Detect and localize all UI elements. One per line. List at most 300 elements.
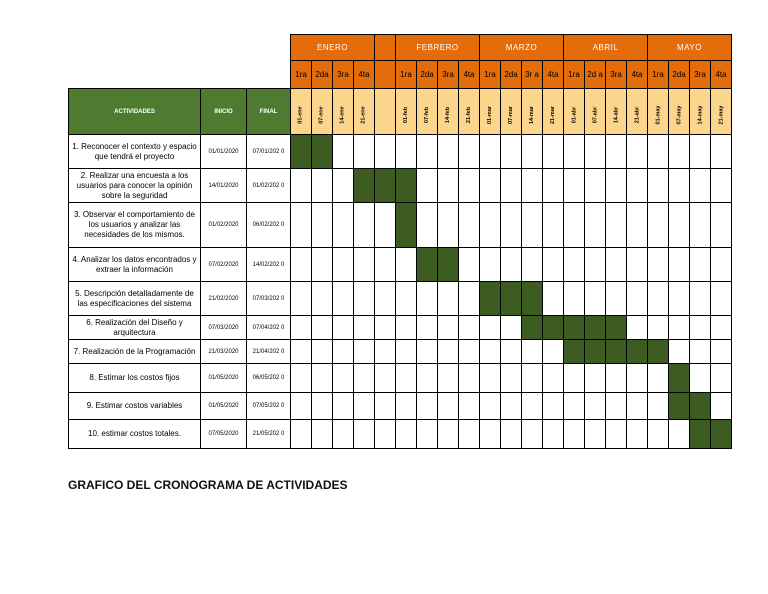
gantt-cell: [543, 420, 564, 449]
gantt-cell: [480, 393, 501, 420]
gantt-cell: [417, 393, 438, 420]
task-start: 14/01/2020: [201, 169, 247, 203]
date-label: 01-feb: [402, 106, 409, 123]
gantt-cell: [501, 203, 522, 248]
date-header: [480, 89, 501, 135]
gantt-cell: [690, 282, 711, 316]
task-name: 1. Reconocer el contexto y espacio que tendrá el proyecto: [69, 135, 201, 169]
week-label: 3ra: [606, 61, 627, 89]
task-end: 07/04/202 0: [247, 316, 291, 340]
gantt-cell: [585, 420, 606, 449]
gantt-cell: [690, 135, 711, 169]
gantt-cell: [480, 203, 501, 248]
date-label: 21-feb: [465, 106, 472, 123]
gantt-cell: [648, 169, 669, 203]
gantt-bar-cell: [564, 316, 585, 340]
gantt-cell: [396, 364, 417, 393]
gantt-cell: [333, 169, 354, 203]
date-label: 01-may: [655, 105, 661, 124]
gantt-cell: [417, 135, 438, 169]
gantt-cell: [375, 248, 396, 282]
gantt-cell: [312, 393, 333, 420]
gantt-cell: [438, 169, 459, 203]
gantt-cell: [333, 420, 354, 449]
week-label: 1ra: [480, 61, 501, 89]
gantt-cell: [438, 316, 459, 340]
gantt-cell: [375, 393, 396, 420]
date-header: [564, 89, 585, 135]
gantt-cell: [648, 282, 669, 316]
gantt-bar-cell: [606, 340, 627, 364]
gantt-cell: [669, 420, 690, 449]
gantt-cell: [564, 393, 585, 420]
gantt-cell: [375, 203, 396, 248]
task-row: [69, 420, 732, 449]
task-name: 9. Estimar costos variables: [69, 393, 201, 420]
gantt-cell: [627, 316, 648, 340]
task-name: 6. Realización del Diseño y arquitectura: [69, 316, 201, 340]
gantt-bar-cell: [501, 282, 522, 316]
task-start: 21/02/2020: [201, 282, 247, 316]
task-row: [69, 364, 732, 393]
gantt-cell: [438, 135, 459, 169]
gantt-cell: [627, 135, 648, 169]
date-header: [354, 89, 375, 135]
gantt-cell: [417, 364, 438, 393]
task-name: 8. Estimar los costos fijos: [69, 364, 201, 393]
gantt-bar-cell: [648, 340, 669, 364]
gantt-cell: [522, 203, 543, 248]
gantt-cell: [375, 282, 396, 316]
gantt-cell: [438, 393, 459, 420]
week-label: 4ta: [627, 61, 648, 89]
gantt-cell: [459, 393, 480, 420]
week-label: 4ta: [354, 61, 375, 89]
task-start: 07/02/2020: [201, 248, 247, 282]
date-label: 14-feb: [444, 106, 451, 123]
gantt-cell: [312, 203, 333, 248]
date-header: [627, 89, 648, 135]
gantt-cell: [627, 169, 648, 203]
header-spacer: [69, 61, 291, 89]
gantt-cell: [333, 316, 354, 340]
gantt-cell: [354, 316, 375, 340]
gantt-cell: [459, 135, 480, 169]
gantt-cell: [396, 316, 417, 340]
date-header: [711, 89, 732, 135]
gantt-cell: [459, 203, 480, 248]
gantt-cell: [648, 203, 669, 248]
gantt-cell: [480, 420, 501, 449]
week-label: 4ta: [711, 61, 732, 89]
task-end: 06/02/202 0: [247, 203, 291, 248]
date-header: [333, 89, 354, 135]
gantt-cell: [501, 420, 522, 449]
gantt-cell: [543, 248, 564, 282]
gantt-cell: [669, 169, 690, 203]
task-row: [69, 203, 732, 248]
gantt-cell: [333, 282, 354, 316]
gantt-cell: [606, 135, 627, 169]
gantt-cell: [564, 248, 585, 282]
date-header: [459, 89, 480, 135]
gantt-cell: [396, 248, 417, 282]
gantt-cell: [669, 203, 690, 248]
gantt-cell: [648, 316, 669, 340]
gantt-cell: [396, 393, 417, 420]
date-header: [648, 89, 669, 135]
gantt-cell: [396, 340, 417, 364]
gantt-cell: [606, 364, 627, 393]
gantt-table: [68, 34, 732, 449]
gantt-cell: [711, 340, 732, 364]
gantt-cell: [333, 135, 354, 169]
gantt-cell: [627, 203, 648, 248]
header-spacer: [69, 35, 291, 61]
gantt-cell: [375, 135, 396, 169]
date-header: [291, 89, 312, 135]
gantt-bar-cell: [627, 340, 648, 364]
gantt-cell: [627, 420, 648, 449]
gantt-cell: [648, 135, 669, 169]
gantt-cell: [543, 203, 564, 248]
gantt-cell: [396, 420, 417, 449]
gantt-cell: [711, 282, 732, 316]
date-header: [690, 89, 711, 135]
date-header: [417, 89, 438, 135]
gantt-bar-cell: [690, 420, 711, 449]
gantt-cell: [501, 316, 522, 340]
week-label: 3r a: [522, 61, 543, 89]
date-header: [375, 89, 396, 135]
month-label: ABRIL: [564, 35, 648, 61]
task-row: [69, 248, 732, 282]
gantt-cell: [543, 340, 564, 364]
gantt-cell: [606, 282, 627, 316]
gantt-cell: [711, 364, 732, 393]
chart-caption: GRAFICO DEL CRONOGRAMA DE ACTIVIDADES: [68, 478, 348, 492]
gantt-cell: [690, 169, 711, 203]
gantt-cell: [291, 316, 312, 340]
gantt-cell: [564, 364, 585, 393]
start-header: INICIO: [201, 89, 247, 135]
week-label: 2da: [417, 61, 438, 89]
task-name: 5. Descripción detalladamente de las especificaciones del sistema: [69, 282, 201, 316]
gantt-cell: [627, 393, 648, 420]
gantt-cell: [480, 364, 501, 393]
gantt-cell: [480, 135, 501, 169]
gantt-cell: [438, 282, 459, 316]
gantt-bar-cell: [585, 340, 606, 364]
week-label: 1ra: [291, 61, 312, 89]
gantt-cell: [648, 364, 669, 393]
gantt-cell: [543, 282, 564, 316]
gantt-cell: [438, 420, 459, 449]
gantt-cell: [648, 248, 669, 282]
gantt-cell: [711, 393, 732, 420]
month-label: MAYO: [648, 35, 732, 61]
gantt-bar-cell: [417, 248, 438, 282]
gantt-cell: [669, 248, 690, 282]
gantt-cell: [522, 248, 543, 282]
gantt-cell: [711, 248, 732, 282]
gantt-cell: [585, 135, 606, 169]
task-name: 7. Realización de la Programación: [69, 340, 201, 364]
gantt-cell: [585, 364, 606, 393]
gantt-cell: [627, 248, 648, 282]
date-header: [606, 89, 627, 135]
date-label: 07-mar: [507, 105, 514, 124]
end-header: FINAL: [247, 89, 291, 135]
gantt-cell: [564, 203, 585, 248]
gantt-cell: [690, 340, 711, 364]
task-row: [69, 340, 732, 364]
gantt-bar-cell: [522, 316, 543, 340]
gantt-bar-cell: [585, 316, 606, 340]
week-label: 1ra: [396, 61, 417, 89]
gantt-cell: [480, 169, 501, 203]
gantt-bar-cell: [669, 364, 690, 393]
gantt-cell: [438, 340, 459, 364]
gantt-cell: [354, 420, 375, 449]
task-name: 10. estimar costos totales.: [69, 420, 201, 449]
gantt-cell: [459, 364, 480, 393]
gantt-bar-cell: [354, 169, 375, 203]
gantt-cell: [333, 364, 354, 393]
gantt-cell: [522, 169, 543, 203]
gantt-bar-cell: [396, 169, 417, 203]
task-row: [69, 316, 732, 340]
gantt-cell: [354, 364, 375, 393]
task-name: 2. Realizar una encuesta a los usuarios para conocer la opinión sobre la seguridad: [69, 169, 201, 203]
gantt-bar-cell: [669, 393, 690, 420]
gantt-cell: [417, 340, 438, 364]
task-end: 07/01/202 0: [247, 135, 291, 169]
week-label: 3ra: [690, 61, 711, 89]
gantt-cell: [396, 135, 417, 169]
gantt-cell: [501, 364, 522, 393]
gantt-cell: [291, 420, 312, 449]
gantt-cell: [333, 340, 354, 364]
gantt-cell: [312, 248, 333, 282]
gantt-cell: [354, 135, 375, 169]
gantt-cell: [501, 340, 522, 364]
task-start: 07/03/2020: [201, 316, 247, 340]
task-start: 01/05/2020: [201, 393, 247, 420]
date-label: 01-ene: [298, 105, 304, 124]
gantt-cell: [522, 393, 543, 420]
gantt-cell: [354, 340, 375, 364]
week-label: 4ta: [543, 61, 564, 89]
gantt-cell: [711, 135, 732, 169]
gantt-cell: [375, 420, 396, 449]
date-label: 01-abr: [570, 106, 577, 123]
gantt-cell: [480, 248, 501, 282]
gantt-cell: [711, 203, 732, 248]
gantt-cell: [648, 420, 669, 449]
gantt-bar-cell: [711, 420, 732, 449]
gantt-cell: [585, 203, 606, 248]
gantt-cell: [585, 248, 606, 282]
gantt-cell: [375, 340, 396, 364]
gantt-cell: [606, 203, 627, 248]
gantt-cell: [564, 135, 585, 169]
gantt-cell: [627, 282, 648, 316]
task-row: [69, 393, 732, 420]
gantt-cell: [522, 340, 543, 364]
date-header: [669, 89, 690, 135]
gantt-cell: [354, 203, 375, 248]
gantt-bar-cell: [375, 169, 396, 203]
gantt-cell: [564, 169, 585, 203]
week-label: 3ra: [333, 61, 354, 89]
gantt-bar-cell: [438, 248, 459, 282]
week-label: 2d a: [585, 61, 606, 89]
gantt-cell: [606, 248, 627, 282]
gantt-cell: [669, 282, 690, 316]
gantt-cell: [543, 393, 564, 420]
gantt-cell: [396, 282, 417, 316]
gantt-cell: [606, 169, 627, 203]
week-header-row: [69, 61, 732, 89]
gantt-cell: [585, 282, 606, 316]
gantt-bar-cell: [291, 135, 312, 169]
gantt-bar-cell: [543, 316, 564, 340]
gantt-cell: [459, 248, 480, 282]
gantt-cell: [501, 248, 522, 282]
gantt-bar-cell: [690, 393, 711, 420]
gantt-cell: [312, 340, 333, 364]
date-label: 14-may: [697, 105, 703, 124]
gantt-cell: [585, 393, 606, 420]
gantt-cell: [312, 420, 333, 449]
task-name: 4. Analizar los datos encontrados y extraer la información: [69, 248, 201, 282]
gantt-cell: [312, 364, 333, 393]
week-label: 1ra: [648, 61, 669, 89]
date-label: 21-mar: [549, 105, 556, 124]
gantt-cell: [312, 282, 333, 316]
date-label: 07-ene: [319, 105, 325, 124]
gantt-cell: [417, 282, 438, 316]
gantt-cell: [459, 169, 480, 203]
gantt-cell: [690, 248, 711, 282]
date-label: 07-abr: [591, 106, 598, 123]
gantt-bar-cell: [522, 282, 543, 316]
gantt-cell: [333, 248, 354, 282]
gantt-cell: [333, 203, 354, 248]
task-start: 01/01/2020: [201, 135, 247, 169]
task-start: 01/02/2020: [201, 203, 247, 248]
date-header: [501, 89, 522, 135]
gantt-cell: [417, 203, 438, 248]
gantt-cell: [585, 169, 606, 203]
activities-header: ACTIVIDADES: [69, 89, 201, 135]
gantt-bar-cell: [396, 203, 417, 248]
gantt-cell: [564, 420, 585, 449]
task-end: 21/04/202 0: [247, 340, 291, 364]
date-label: 07-feb: [423, 106, 430, 123]
date-header: [522, 89, 543, 135]
gantt-cell: [291, 169, 312, 203]
gantt-cell: [522, 135, 543, 169]
gantt-cell: [459, 316, 480, 340]
date-label: 01-mar: [486, 105, 493, 124]
gantt-cell: [711, 169, 732, 203]
gantt-cell: [291, 248, 312, 282]
task-start: 07/05/2020: [201, 420, 247, 449]
gantt-cell: [690, 203, 711, 248]
date-header: [438, 89, 459, 135]
gantt-cell: [501, 169, 522, 203]
month-label: MARZO: [480, 35, 564, 61]
date-label: 21-may: [718, 105, 724, 124]
task-end: 07/03/202 0: [247, 282, 291, 316]
gantt-cell: [606, 393, 627, 420]
date-label: 14-abr: [612, 106, 619, 123]
gantt-cell: [522, 364, 543, 393]
gantt-bar-cell: [564, 340, 585, 364]
task-row: [69, 169, 732, 203]
week-label: 2da: [312, 61, 333, 89]
date-header: [396, 89, 417, 135]
task-end: 21/05/202 0: [247, 420, 291, 449]
gantt-cell: [501, 135, 522, 169]
date-label: 14-mar: [528, 105, 535, 124]
task-end: 07/05/202 0: [247, 393, 291, 420]
date-label: 14-ene: [340, 105, 346, 124]
gantt-cell: [543, 135, 564, 169]
gantt-cell: [543, 169, 564, 203]
week-label: 2da: [669, 61, 690, 89]
gantt-cell: [417, 420, 438, 449]
task-end: 06/05/202 0: [247, 364, 291, 393]
column-header-row: [69, 89, 732, 135]
gantt-cell: [690, 316, 711, 340]
gantt-cell: [522, 420, 543, 449]
task-end: 01/02/202 0: [247, 169, 291, 203]
date-label: 07-may: [676, 105, 682, 124]
gantt-cell: [291, 364, 312, 393]
gantt-cell: [354, 393, 375, 420]
date-label: 21-abr: [633, 106, 640, 123]
task-row: [69, 135, 732, 169]
gantt-cell: [480, 340, 501, 364]
gantt-cell: [291, 393, 312, 420]
gantt-cell: [312, 169, 333, 203]
gantt-cell: [543, 364, 564, 393]
gantt-cell: [648, 393, 669, 420]
gantt-cell: [312, 316, 333, 340]
week-label: 1ra: [564, 61, 585, 89]
month-label: [375, 35, 396, 61]
gantt-cell: [711, 316, 732, 340]
gantt-cell: [375, 316, 396, 340]
gantt-cell: [627, 364, 648, 393]
gantt-cell: [669, 340, 690, 364]
gantt-cell: [501, 393, 522, 420]
gantt-cell: [333, 393, 354, 420]
gantt-cell: [459, 340, 480, 364]
gantt-cell: [564, 282, 585, 316]
week-label: [375, 61, 396, 89]
gantt-cell: [459, 420, 480, 449]
gantt-cell: [291, 282, 312, 316]
month-header-row: [69, 35, 732, 61]
gantt-cell: [459, 282, 480, 316]
week-label: 4ta: [459, 61, 480, 89]
task-name: 3. Observar el comportamiento de los usuarios y analizar las necesidades de los mismos.: [69, 203, 201, 248]
date-label: 21-ene: [361, 105, 367, 124]
